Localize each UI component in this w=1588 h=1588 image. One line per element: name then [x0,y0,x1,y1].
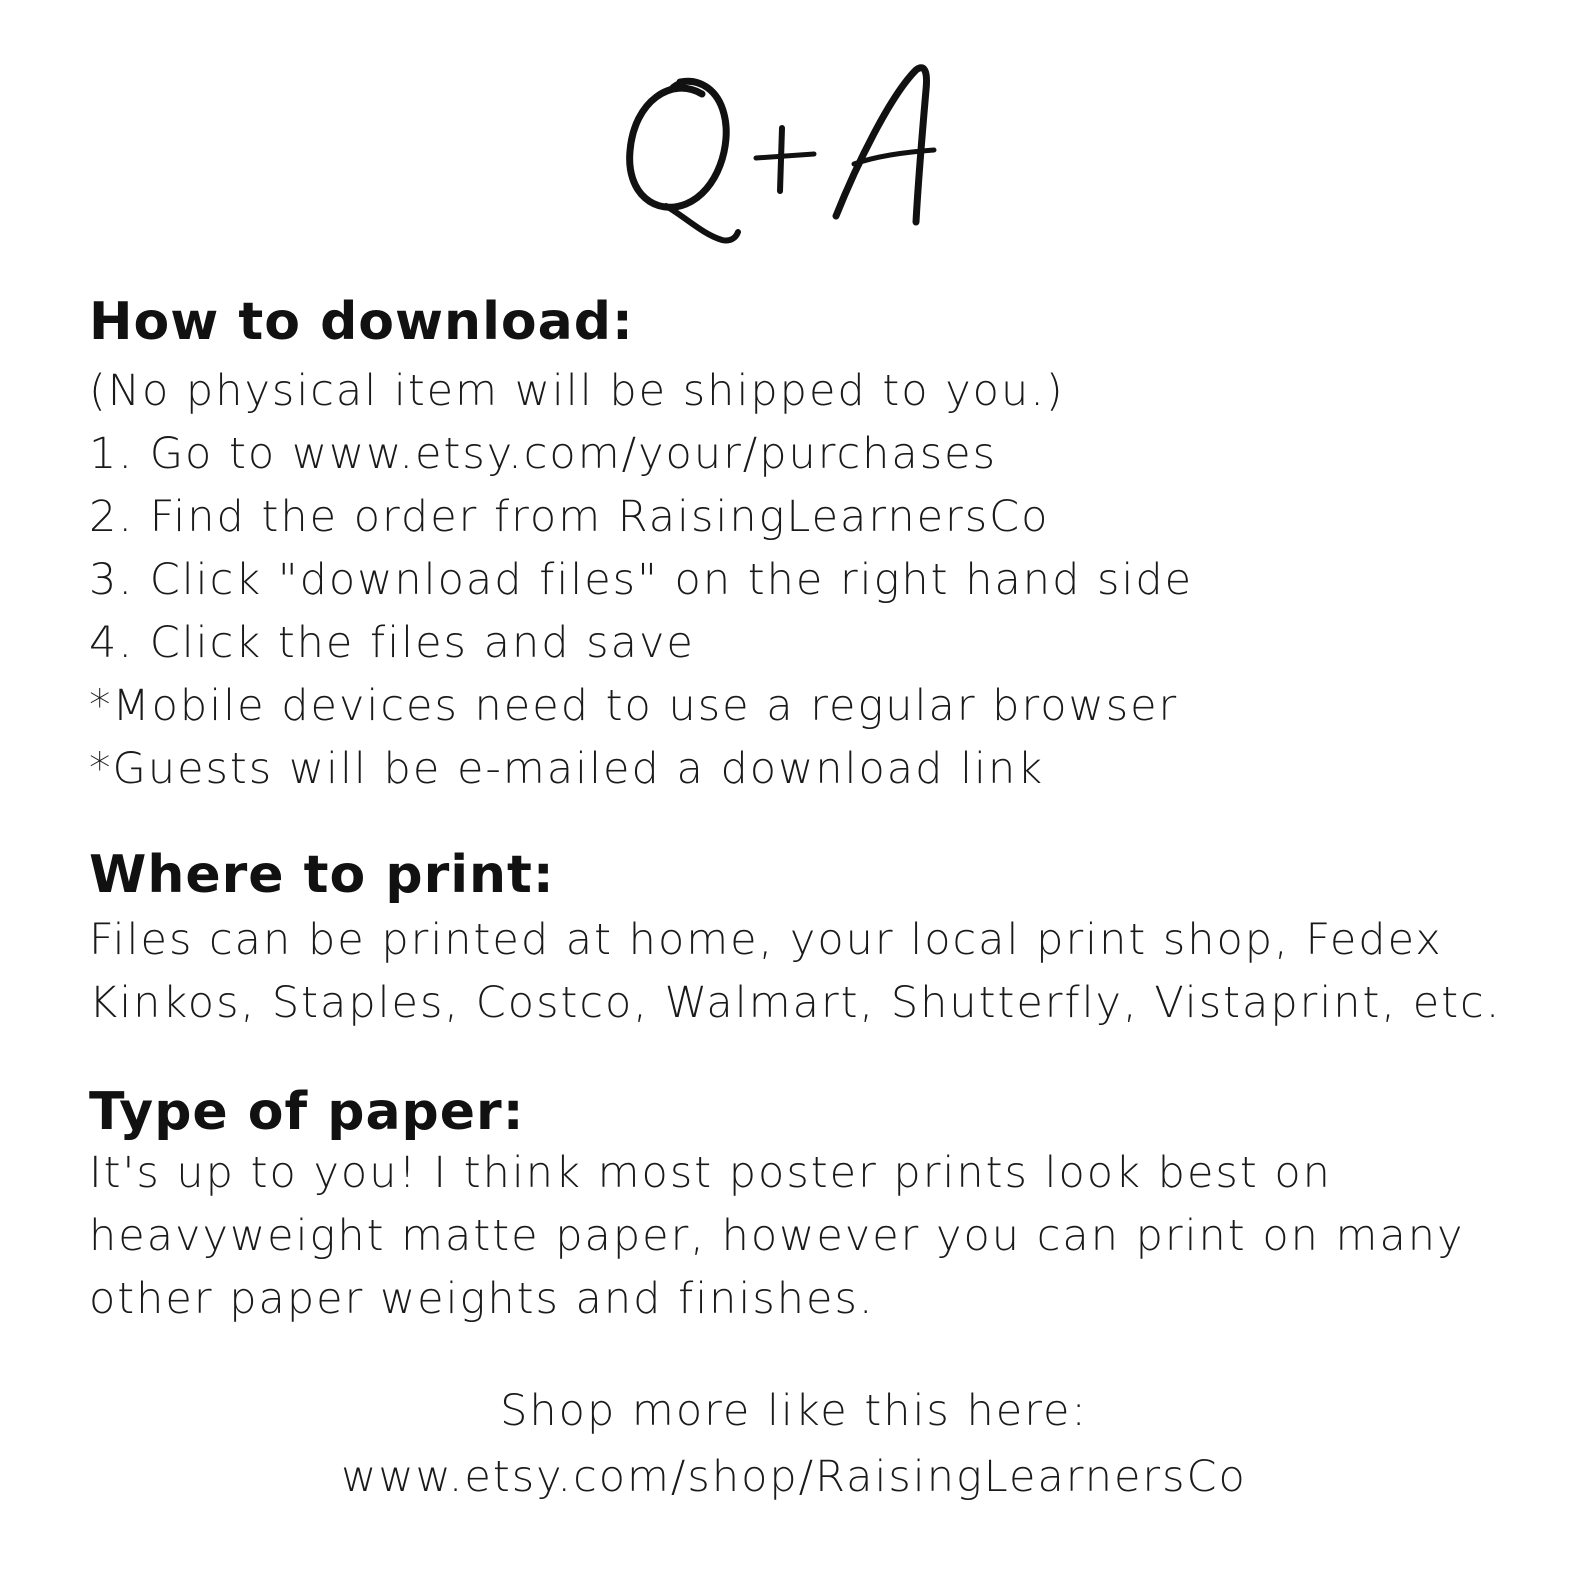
footer-text: Shop more like this here: [500,1386,1088,1436]
shop-footer [0,1378,1588,1510]
instruction-line: (No physical item will be shipped to you.) [89,366,1065,416]
qa-handwritten-title-art [614,56,974,256]
instruction-line: 4. Click the files and save [89,618,695,668]
shop-url: www.etsy.com/shop/RaisingLearnersCo [341,1452,1247,1502]
section-heading: Where to print: [89,845,555,905]
instruction-line: 2. Find the order from RaisingLearnersCo [89,492,1050,542]
section-how-to-download [89,292,1509,801]
instruction-line: 1. Go to www.etsy.com/your/purchases [89,429,998,479]
section-heading: How to download: [89,292,634,352]
body-line: Files can be printed at home, your local print shop, Fedex [89,915,1443,965]
body-line: other paper weights and finishes. [89,1274,875,1324]
body-line: heavyweight matte paper, however you can print on many [89,1211,1465,1261]
body-line: It's up to you! I think most poster prints look best on [89,1148,1332,1198]
instruction-line: *Guests will be e-mailed a download link [89,744,1045,794]
section-where-to-print [89,845,1509,1035]
page-title [0,56,1588,256]
section-type-of-paper [89,1082,1509,1331]
body-line: Kinkos, Staples, Costco, Walmart, Shutterfly, Vistaprint, etc. [89,978,1502,1028]
instruction-line: 3. Click "download files" on the right hand side [89,555,1194,605]
section-heading: Type of paper: [89,1082,525,1142]
instruction-line: *Mobile devices need to use a regular browser [89,681,1179,731]
